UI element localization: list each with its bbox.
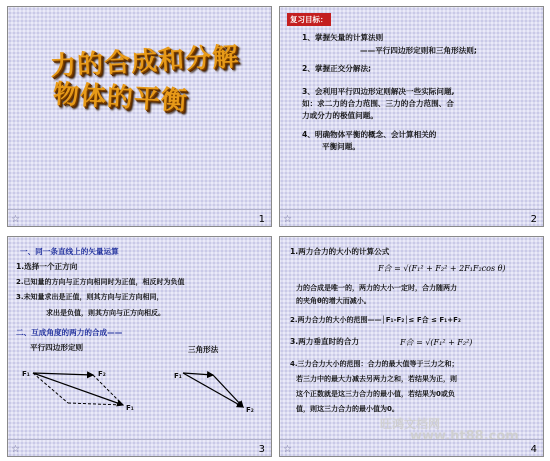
goal-line: ——平行四边形定则和三角形法则; bbox=[360, 46, 477, 55]
slide-thumbnail-3[interactable] bbox=[7, 236, 272, 457]
slide-number: 1 bbox=[258, 214, 265, 225]
slide-thumbnail-1[interactable] bbox=[7, 6, 272, 227]
triangle-rule-label: 三角形法 bbox=[188, 345, 219, 354]
watermark-url: www.ht88.com bbox=[410, 429, 519, 444]
watermark-cn: 旺鸿文档网 bbox=[380, 417, 441, 431]
goal-line: 4、明确物体平衡的概念、会计算相关的 bbox=[302, 130, 437, 139]
rule-line: 1.选择一个正方向 bbox=[16, 262, 78, 271]
goal-line: 如：求二力的合力范围、三力的合力范围、合 bbox=[302, 99, 454, 108]
slide1-title-line2: 物体的平衡 bbox=[52, 79, 189, 117]
parallelogram-rule-label: 平行四边形定则 bbox=[30, 343, 84, 352]
formula-heading: 1.两力合力的大小的计算公式 bbox=[290, 247, 390, 256]
text-line: 这个正数就是这三力合力的最小值，若结果为0或负 bbox=[296, 390, 455, 398]
goal-line: 平衡问题。 bbox=[322, 142, 360, 151]
text-line: 2.两力合力的大小的范围——│F₁-F₂│≤ F合 ≤ F₁+F₂ bbox=[290, 316, 461, 324]
star-icon: ☆ bbox=[11, 444, 20, 455]
force-label: F₂ bbox=[98, 370, 106, 378]
force-label: F₁ bbox=[174, 372, 182, 380]
rule-line: 求出是负值，则其方向与正方向相反。 bbox=[46, 309, 165, 317]
slide-number: 4 bbox=[530, 444, 537, 455]
text-line: 4.三力合力大小的范围：合力的最大值等于三力之和； bbox=[290, 360, 459, 368]
goal-line: 力或分力的极值问题。 bbox=[302, 111, 378, 120]
slide1-title-line1: 力的合成和分解 bbox=[49, 42, 240, 82]
slide-thumbnail-2[interactable] bbox=[279, 6, 544, 227]
goal-line: 2、掌握正交分解法; bbox=[302, 64, 372, 73]
text-line: 的夹角θ的增大而减小。 bbox=[296, 297, 371, 305]
slide-footer bbox=[280, 439, 543, 456]
perpendicular-formula: F合 = √(F₁² + F₂²) bbox=[400, 338, 473, 347]
section-heading-2: 二、互成角度的两力的合成—— bbox=[16, 328, 123, 337]
resultant-formula: F合 = √(F₁² + F₂² + 2F₁F₂cos θ) bbox=[378, 264, 506, 273]
slide-thumbnail-4[interactable] bbox=[279, 236, 544, 457]
star-icon: ☆ bbox=[283, 214, 292, 225]
slide-number: 3 bbox=[258, 444, 265, 455]
slide-number: 2 bbox=[530, 214, 537, 225]
slide-footer bbox=[280, 209, 543, 226]
star-icon: ☆ bbox=[283, 444, 292, 455]
goal-line: 3、会利用平行四边形定则解决一些实际问题, bbox=[302, 87, 455, 96]
force-label: F₁ bbox=[126, 404, 134, 412]
slide-footer bbox=[8, 439, 271, 456]
goal-line: 1、掌握矢量的计算法则 bbox=[302, 33, 384, 42]
text-line: 3.两力垂直时的合力 bbox=[290, 337, 359, 346]
rule-line: 3.未知量求出是正值，则其方向与正方向相同， bbox=[16, 293, 164, 301]
force-label: F₁ bbox=[22, 370, 30, 378]
star-icon: ☆ bbox=[11, 214, 20, 225]
parallelogram-diagram bbox=[8, 355, 272, 445]
force-label: F₂ bbox=[246, 406, 254, 414]
text-line: 若三力中的最大力减去另两力之和，若结果为正，则 bbox=[296, 375, 457, 383]
text-line: 值，则这三力合力的最小值为0。 bbox=[296, 405, 399, 413]
review-goals-label: 复习目标： bbox=[287, 13, 331, 26]
section-heading-1: 一、同一条直线上的矢量运算 bbox=[20, 247, 119, 256]
rule-line: 2.已知量的方向与正方向相同时为正值，相反时为负值 bbox=[16, 278, 185, 286]
slide-footer bbox=[8, 209, 271, 226]
text-line: 力的合成是唯一的，两力的大小一定时，合力随两力 bbox=[296, 284, 457, 292]
